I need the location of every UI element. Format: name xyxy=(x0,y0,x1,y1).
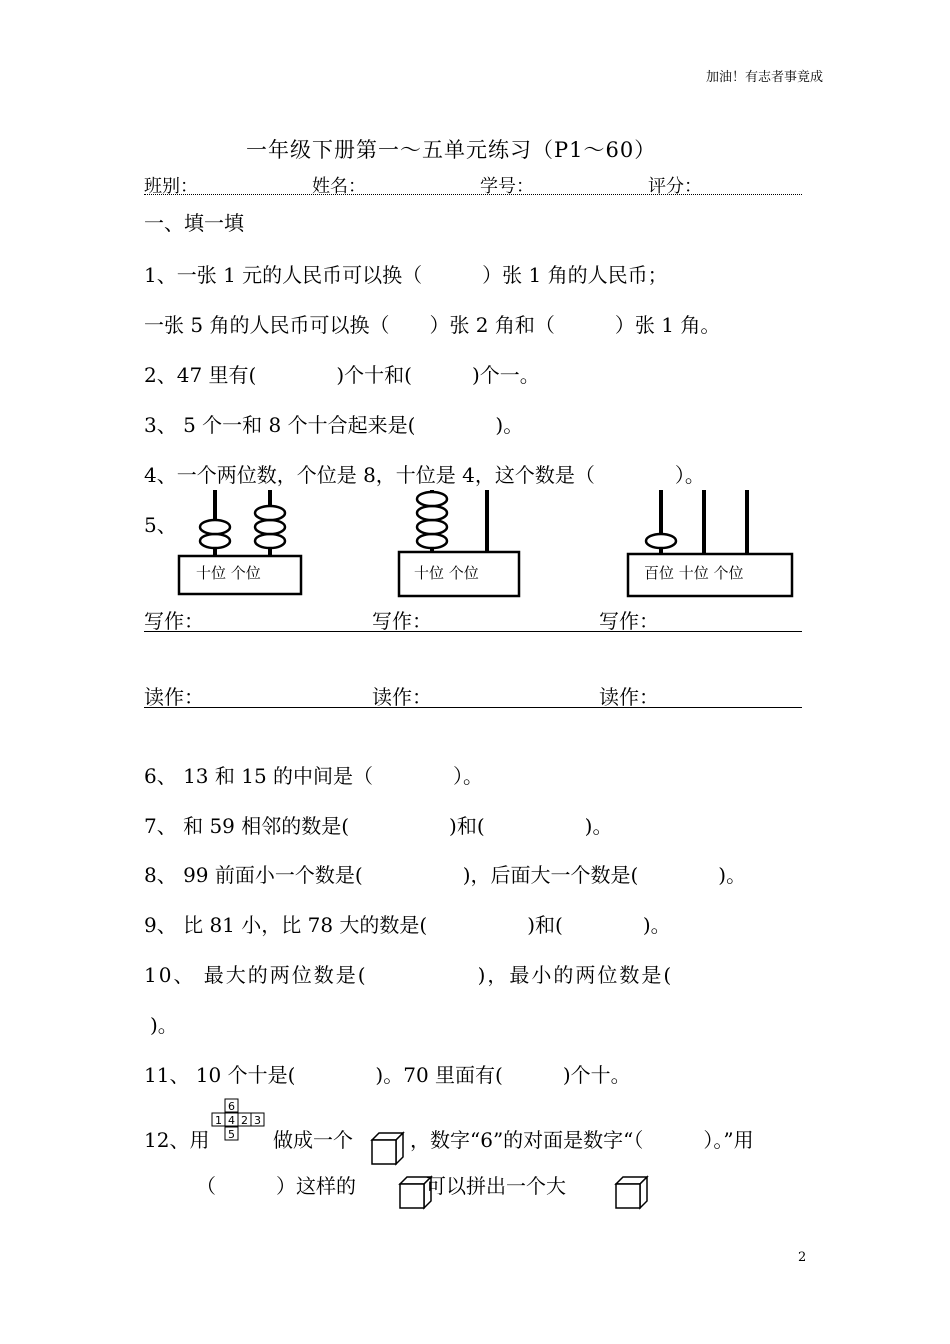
header-note: 加油！有志者事竟成 xyxy=(706,70,824,85)
question-4: 4、一个两位数，个位是 8，十位是 4，这个数是（ ）。 xyxy=(144,463,705,487)
abacus-bead xyxy=(417,506,447,520)
net-face-4: 3 xyxy=(254,1114,261,1127)
question-1b: 一张 5 角的人民币可以换（ ）张 2 角和（ ）张 1 角。 xyxy=(144,313,721,337)
abacus-2-labels: 十位 个位 xyxy=(414,564,479,582)
question-7: 7、 和 59 相邻的数是( )和( )。 xyxy=(144,814,613,838)
read-label-1: 读作： xyxy=(144,685,204,709)
abacus-3-labels: 百位 十位 个位 xyxy=(644,564,744,582)
question-12-prefix: 12、用 xyxy=(144,1128,210,1152)
question-10a: 10、 最大的两位数是( )，最小的两位数是( xyxy=(144,963,674,987)
abacus-1-labels: 十位 个位 xyxy=(196,564,261,582)
page-title: 一年级下册第一～五单元练习（P1～60） xyxy=(246,138,657,162)
number-label: 学号： xyxy=(480,176,534,197)
write-row xyxy=(144,605,802,632)
net-face-2: 4 xyxy=(228,1114,235,1127)
abacus-bead xyxy=(417,534,447,548)
question-8: 8、 99 前面小一个数是( )，后面大一个数是( )。 xyxy=(144,863,747,887)
abacus-bead xyxy=(417,520,447,534)
class-label: 班别： xyxy=(144,176,198,197)
page-number: 2 xyxy=(798,1250,807,1265)
question-3: 3、 5 个一和 8 个十合起来是( )。 xyxy=(144,413,524,437)
question-10b: )。 xyxy=(150,1013,178,1037)
read-label-2: 读作： xyxy=(372,685,432,709)
question-5-label: 5、 xyxy=(144,513,177,537)
question-6: 6、 13 和 15 的中间是（ ）。 xyxy=(144,764,484,788)
write-label-3: 写作： xyxy=(599,609,659,633)
question-1a: 1、一张 1 元的人民币可以换（ ）张 1 角的人民币； xyxy=(144,263,668,287)
abacus-bead xyxy=(646,534,676,548)
abacus-bead xyxy=(255,506,285,520)
cube-net-diagram xyxy=(212,1098,274,1144)
student-info-row xyxy=(144,172,802,195)
net-face-3: 2 xyxy=(241,1114,248,1127)
question-2: 2、47 里有( )个十和( )个一。 xyxy=(144,363,540,387)
abacus-bead xyxy=(417,492,447,506)
score-label: 评分： xyxy=(648,176,702,197)
section-heading: 一、填一填 xyxy=(144,211,244,235)
cube-icon xyxy=(371,1132,405,1166)
question-12-line2b: 可以拼出一个大 xyxy=(426,1174,566,1198)
abacus-bead xyxy=(200,520,230,534)
question-12-mid: 做成一个 xyxy=(273,1128,353,1152)
question-11: 11、 10 个十是( )。70 里面有( )个十。 xyxy=(144,1063,631,1087)
abacus-bead xyxy=(255,520,285,534)
abacus-bead xyxy=(200,534,230,548)
net-face-1: 1 xyxy=(215,1114,222,1127)
question-9: 9、 比 81 小，比 78 大的数是( )和( )。 xyxy=(144,913,671,937)
question-12-suffix: ，数字“6”的对面是数字“（ ）。”用 xyxy=(410,1128,754,1152)
large-cube-icon xyxy=(615,1176,649,1210)
net-face-bottom: 5 xyxy=(228,1128,235,1141)
name-label: 姓名： xyxy=(312,176,366,197)
read-label-3: 读作： xyxy=(599,685,659,709)
net-face-top: 6 xyxy=(228,1100,235,1113)
question-12-line2a: （ ）这样的 xyxy=(196,1174,356,1198)
abacus-bead xyxy=(255,534,285,548)
write-label-2: 写作： xyxy=(372,609,432,633)
read-row xyxy=(144,681,802,708)
write-label-1: 写作： xyxy=(144,609,204,633)
